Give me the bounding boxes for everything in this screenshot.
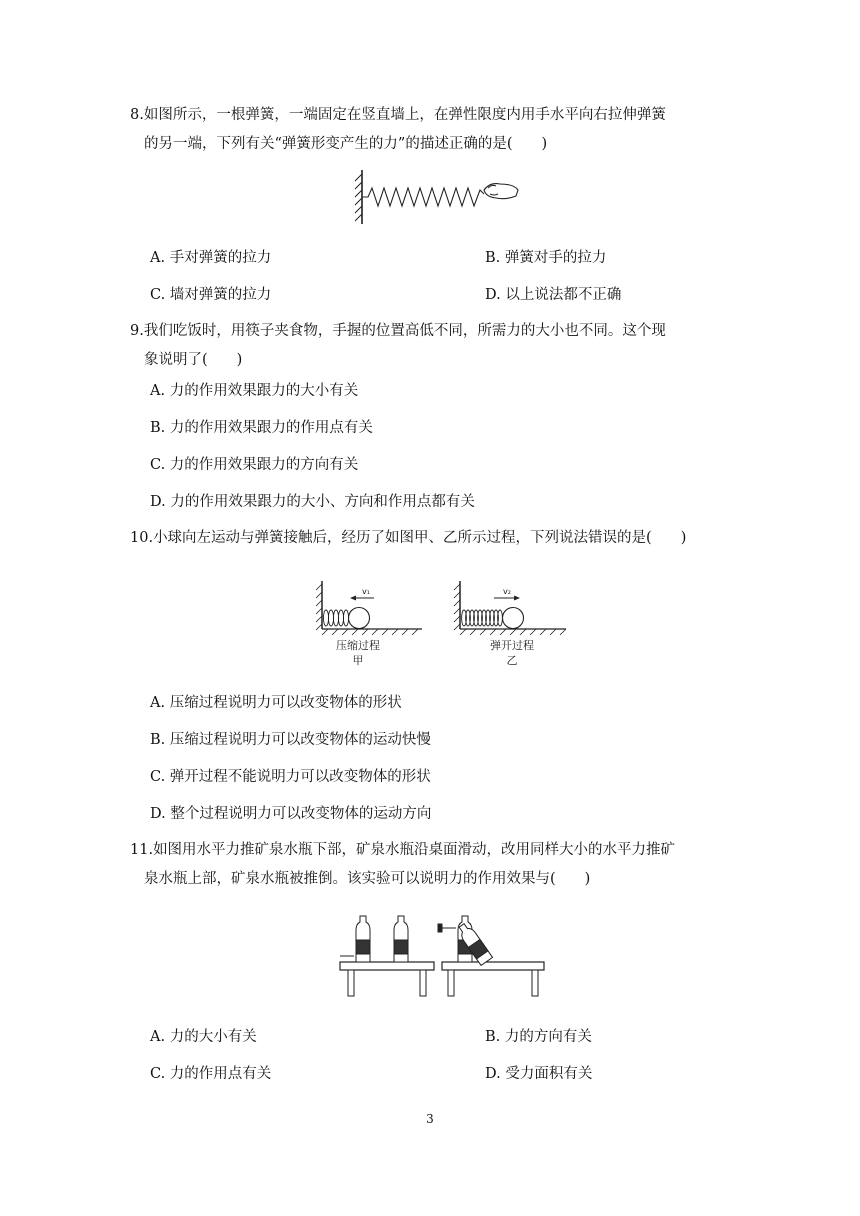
velocity-label-v2: v₂: [503, 587, 511, 596]
question-9-option-a[interactable]: A. 力的作用效果跟力的大小有关: [150, 383, 359, 399]
question-11: [130, 836, 730, 894]
question-8: [130, 101, 730, 159]
question-9: [130, 317, 730, 375]
figure-jia-label: 甲: [352, 654, 364, 667]
compression-panel: [316, 581, 422, 667]
question-number: 10.: [130, 530, 154, 546]
figure-yi-label: 乙: [506, 654, 518, 667]
question-8-option-c[interactable]: C. 墙对弹簧的拉力: [150, 287, 272, 303]
table-left: [340, 962, 434, 996]
question-8-option-d[interactable]: D. 以上说法都不正确: [485, 287, 622, 303]
question-11-stem-line2: 泉水瓶上部，矿泉水瓶被推倒。该实验可以说明力的作用效果与( ): [144, 871, 591, 887]
rebound-panel: [454, 581, 566, 667]
question-8-stem-line2: 的另一端，下列有关“弹簧形变产生的力”的描述正确的是( ): [144, 136, 548, 152]
question-9-option-d[interactable]: D. 力的作用效果跟力的大小、方向和作用点都有关: [150, 494, 475, 510]
question-10: [130, 524, 730, 553]
question-9-stem-line2: 象说明了( ): [144, 352, 243, 368]
question-11-option-a[interactable]: A. 力的大小有关: [150, 1029, 257, 1045]
question-10-option-b[interactable]: B. 压缩过程说明力可以改变物体的运动快慢: [150, 732, 431, 748]
velocity-label-v1: v₁: [362, 587, 370, 596]
question-8-stem-line1: 8.如图所示，一根弹簧，一端固定在竖直墙上，在弹性限度内用手水平向右拉伸弹簧: [130, 107, 666, 123]
question-number: 11.: [130, 842, 154, 858]
bottle: [356, 916, 370, 962]
question-10-option-a[interactable]: A. 压缩过程说明力可以改变物体的形状: [150, 695, 402, 711]
page-number: 3: [426, 1112, 434, 1126]
question-11-option-d[interactable]: D. 受力面积有关: [485, 1066, 593, 1082]
question-10-option-d[interactable]: D. 整个过程说明力可以改变物体的运动方向: [150, 806, 432, 822]
compression-caption: 压缩过程: [336, 639, 380, 652]
question-10-stem-line1: 10.小球向左运动与弹簧接触后，经历了如图甲、乙所示过程，下列说法错误的是( ): [130, 530, 687, 546]
water-bottle-push-figure: [336, 910, 548, 1000]
question-11-option-b[interactable]: B. 力的方向有关: [485, 1029, 592, 1045]
question-8-option-b[interactable]: B. 弹簧对手的拉力: [485, 250, 607, 266]
question-9-stem-line1: 9.我们吃饭时，用筷子夹食物，手握的位置高低不同，所需力的大小也不同。这个现: [130, 323, 666, 339]
bottle: [394, 916, 408, 962]
question-number: 9.: [130, 323, 144, 339]
table-right: [442, 962, 544, 996]
rebound-caption: 弹开过程: [490, 639, 534, 652]
spring-ball-figure: [312, 576, 574, 674]
question-number: 8.: [130, 107, 144, 123]
spring-wall-hand-figure: [350, 168, 520, 226]
question-8-option-a[interactable]: A. 手对弹簧的拉力: [150, 250, 272, 266]
question-9-option-c[interactable]: C. 力的作用效果跟力的方向有关: [150, 457, 359, 473]
question-10-option-c[interactable]: C. 弹开过程不能说明力可以改变物体的形状: [150, 769, 431, 785]
question-11-option-c[interactable]: C. 力的作用点有关: [150, 1066, 272, 1082]
question-9-option-b[interactable]: B. 力的作用效果跟力的作用点有关: [150, 420, 373, 436]
question-11-stem-line1: 11.如图用水平力推矿泉水瓶下部，矿泉水瓶沿桌面滑动，改用同样大小的水平力推矿: [130, 842, 676, 858]
